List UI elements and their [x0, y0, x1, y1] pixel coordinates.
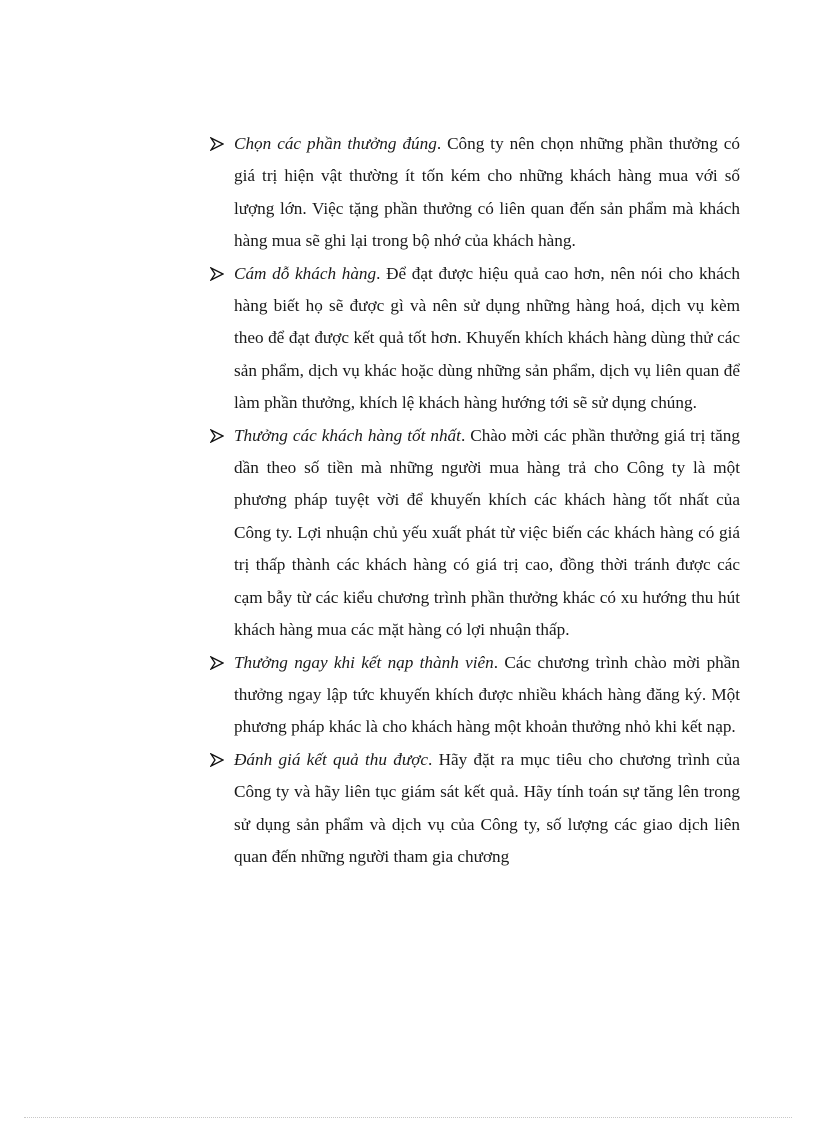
item-heading: Chọn các phần thưởng đúng	[234, 134, 437, 153]
arrowhead-bullet-icon	[210, 267, 224, 281]
list-item	[210, 128, 740, 258]
item-heading: Thưởng ngay khi kết nạp thành viên	[234, 652, 494, 672]
list-item	[210, 258, 740, 420]
item-heading: Cám dỗ khách hàng	[234, 263, 377, 283]
list-item	[210, 744, 740, 874]
arrowhead-bullet-icon	[210, 656, 224, 670]
item-text: . Công ty nên chọn những phần thưởng có giá trị hiện vật thường ít tốn kém cho những khách hàng mua với số lượng lớn. Việc tặng phần thưởng có liên quan đến sản phẩm mà khách hàng mua sẽ ghi lại trong bộ nhớ của khách hàng.	[234, 134, 740, 251]
arrowhead-bullet-icon	[210, 429, 224, 443]
arrowhead-bullet-icon	[210, 753, 224, 767]
item-text: . Chào mời các phần thưởng giá trị tăng dần theo số tiền mà những người mua hàng trả cho Công ty là một phương pháp tuyệt vời để khuyến khích các khách hàng tốt nhất của Công ty. Lợi nhuận chủ yếu xuất phát từ việc biến các khách hàng có giá trị thấp thành các khách hàng có giá trị cao, đồng thời tránh được các cạm bẫy từ các kiểu chương trình phần thưởng khác có xu hướng thu hút khách hàng mua các mặt hàng có lợi nhuận thấp.	[234, 425, 740, 640]
page-bottom-divider	[24, 1117, 792, 1118]
item-text: . Hãy đặt ra mục tiêu cho chương trình của Công ty và hãy liên tục giám sát kết quả. Hãy tính toán sự tăng lên trong sử dụng sản phẩm và dịch vụ của Công ty, số lượng các giao dịch liên quan đến những người tham gia chương	[234, 749, 741, 866]
list-item	[210, 420, 740, 647]
item-heading: Đánh giá kết quả thu được	[234, 749, 429, 769]
item-text: . Để đạt được hiệu quả cao hơn, nên nói cho khách hàng biết họ sẽ được gì và nên sử dụng những hàng hoá, dịch vụ kèm theo để đạt được kết quả tốt hơn. Khuyến khích khách hàng dùng thử các sản phẩm, dịch vụ khác hoặc dùng những sản phẩm, dịch vụ liên quan để làm phần thưởng, khích lệ khách hàng hướng tới sẽ sử dụng chúng.	[234, 263, 740, 413]
item-heading: Thưởng các khách hàng tốt nhất	[234, 425, 461, 445]
bullet-list	[210, 128, 740, 873]
list-item	[210, 647, 740, 744]
item-text: . Các chương trình chào mời phần thưởng ngay lập tức khuyến khích được nhiều khách hàng đăng ký. Một phương pháp khác là cho khách hàng một khoản thưởng nhỏ khi kết nạp.	[234, 652, 740, 737]
arrowhead-bullet-icon	[210, 137, 224, 151]
